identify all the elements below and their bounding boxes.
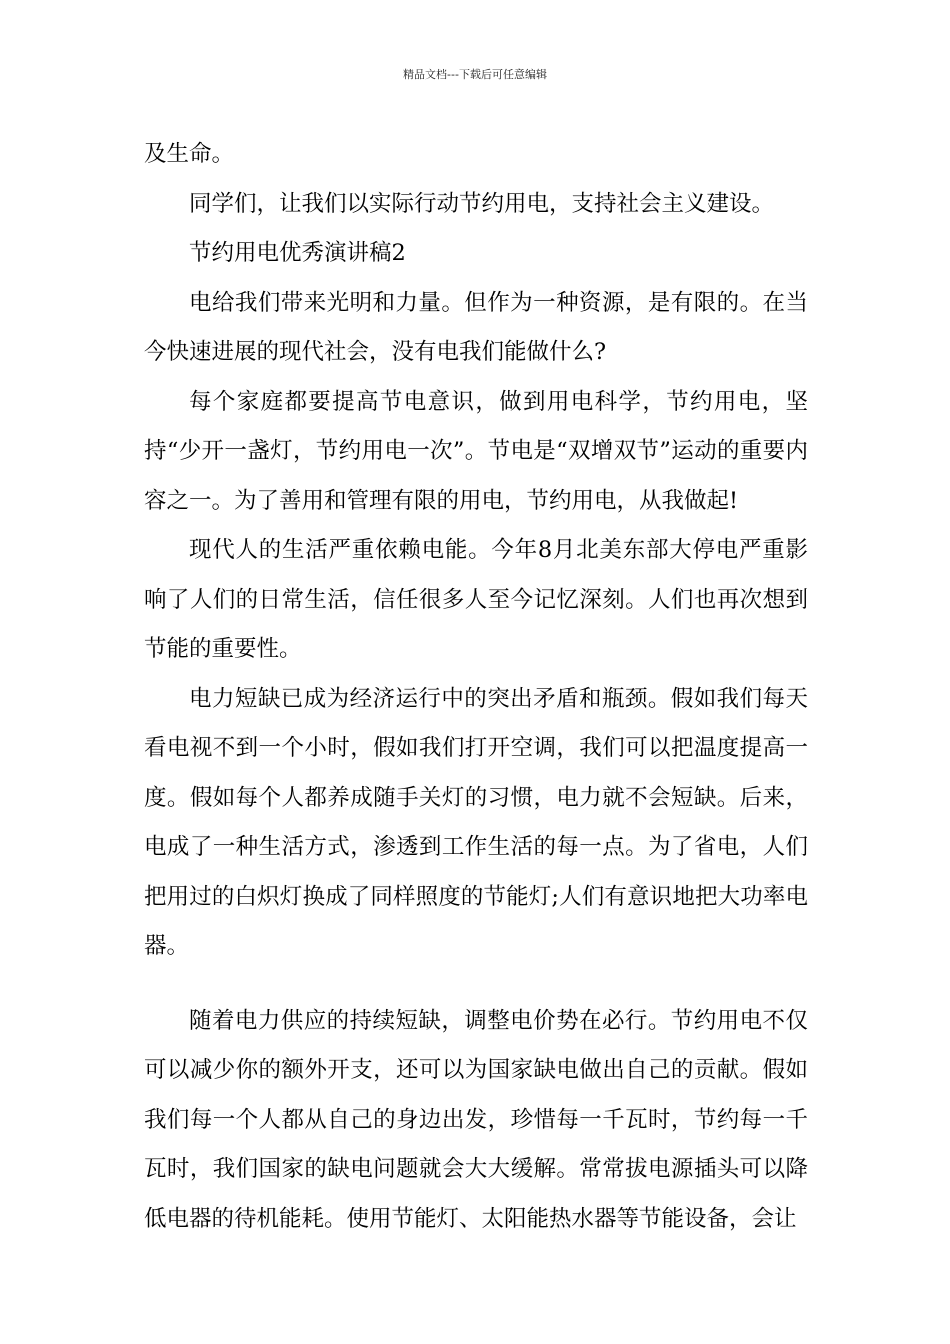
section-title: 节约用电优秀演讲稿2 <box>189 240 406 266</box>
paragraph: 电给我们带来光明和力量。但作为一种资源，是有限的。在当今快速进展的现代社会，没有电我们能做什么? <box>144 289 808 365</box>
paragraph-continuation: 及生命。 <box>144 141 235 167</box>
document-body <box>144 130 808 1244</box>
paragraph: 每个家庭都要提高节电意识，做到用电科学，节约用电，坚持“少开一盏灯，节约用电一次”。节电是“双增双节”运动的重要内容之一。为了善用和管理有限的用电，节约用电，从我做起! <box>144 388 808 514</box>
paragraph: 现代人的生活严重依赖电能。今年8月北美东部大停电严重影响了人们的日常生活，信任很多人至今记忆深刻。人们也再次想到节能的重要性。 <box>144 537 808 662</box>
page-header: 精品文档---下载后可任意编辑 <box>403 68 547 81</box>
paragraph: 电力短缺已成为经济运行中的突出矛盾和瓶颈。假如我们每天看电视不到一个小时，假如我们打开空调，我们可以把温度提高一度。假如每个人都养成随手关灯的习惯，电力就不会短缺。后来，电成了一种生活方式，渗透到工作生活的每一点。为了省电，人们把用过的白炽灯换成了同样照度的节能灯;人们有意识地把大功率电器。 <box>144 685 808 959</box>
paragraph: 随着电力供应的持续短缺，调整电价势在必行。节约用电不仅可以减少你的额外开支，还可以为国家缺电做出自己的贡献。假如我们每一个人都从自己的身边出发，珍惜每一千瓦时，节约每一千瓦时，我们国家的缺电问题就会大大缓解。常常拔电源插头可以降低电器的待机能耗。使用节能灯、太阳能热水器等节能设备，会让 <box>144 1007 808 1232</box>
paragraph: 同学们，让我们以实际行动节约用电，支持社会主义建设。 <box>189 190 775 217</box>
